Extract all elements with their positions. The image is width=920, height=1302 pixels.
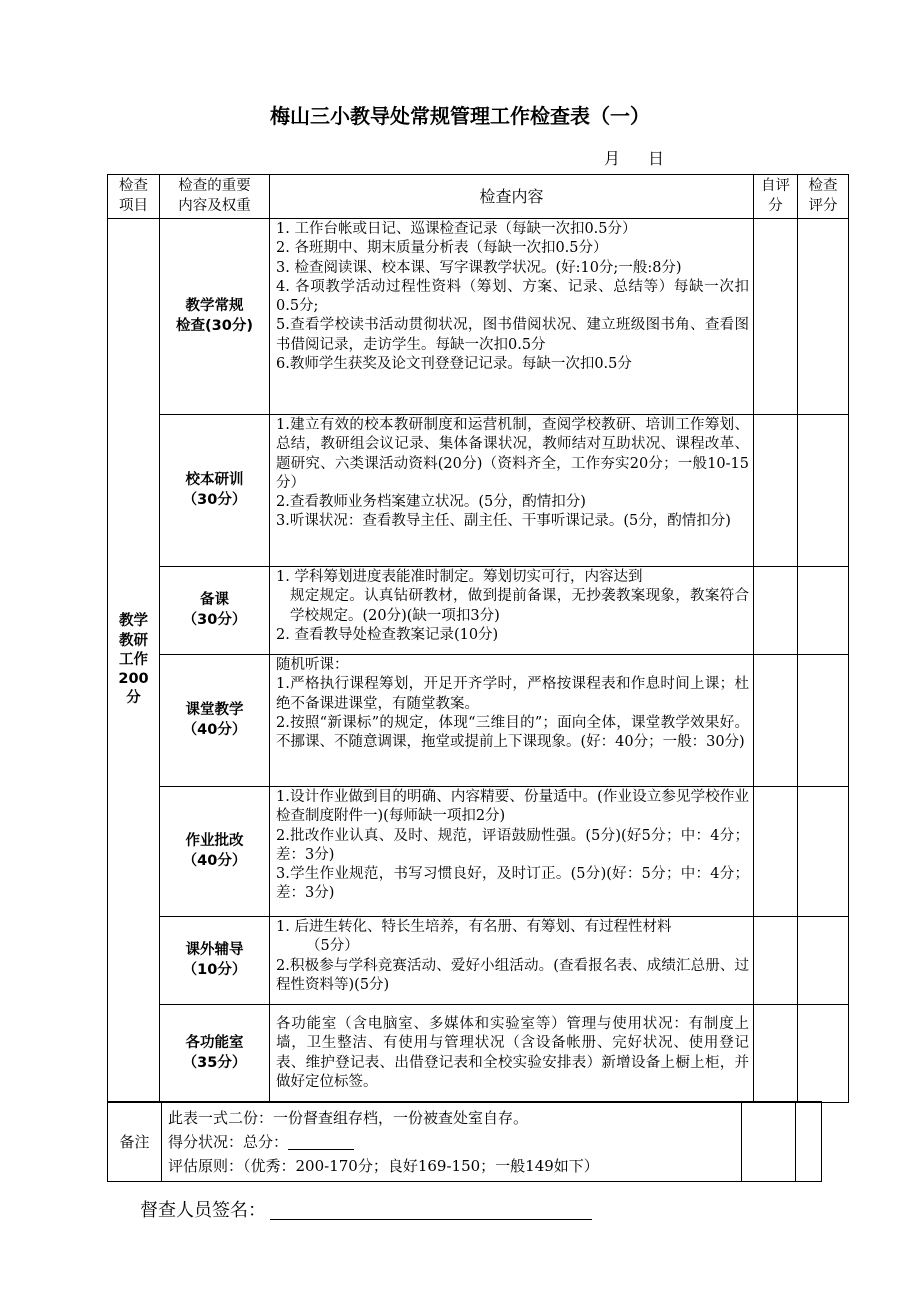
check-score-cell[interactable] [798, 1005, 849, 1103]
signature-blank[interactable] [270, 1201, 592, 1220]
page-title: 梅山三小教导处常规管理工作检查表（一） [270, 104, 650, 128]
check-score-cell[interactable] [798, 787, 849, 917]
table-row [108, 567, 849, 655]
self-score-cell[interactable] [754, 415, 798, 567]
table-header-row [108, 175, 849, 219]
table-row [108, 415, 849, 567]
signature-label: 督查人员签名： [140, 1200, 266, 1221]
header-check-score: 检查 评分 [798, 175, 849, 219]
inspection-table [107, 174, 849, 1103]
header-content: 检查内容 [270, 175, 754, 219]
header-item: 检查 项目 [108, 175, 160, 219]
area-label: 教学 教研 工作 200 分 [108, 219, 160, 1103]
category-cell: 作业批改 （40分） [160, 787, 270, 917]
content-cell: 随机听课： 1.严格执行课程筹划，开足开齐学时，严格按课程表和作息时间上课；杜绝不备课进课堂，有随堂教案。 2.按照“新课标”的规定，体现“三维目的”；面向全体，课堂教学效果好。不挪课、不随意调课，拖堂或提前上下课现象。(好：40分；一般：30分) [270, 655, 754, 787]
self-score-cell[interactable] [754, 567, 798, 655]
date-month: 月 [604, 149, 621, 168]
table-row [108, 917, 849, 1005]
check-score-cell[interactable] [798, 415, 849, 567]
date-day: 日 [648, 149, 665, 168]
category-cell: 各功能室 （35分） [160, 1005, 270, 1103]
note-self-score-cell[interactable] [742, 1102, 796, 1182]
date-line [604, 146, 692, 169]
category-cell: 课外辅导 （10分） [160, 917, 270, 1005]
note-label: 备注 [108, 1102, 162, 1182]
note-row [108, 1102, 822, 1182]
check-score-cell[interactable] [798, 567, 849, 655]
self-score-cell[interactable] [754, 219, 798, 415]
content-cell: 1. 后进生转化、特长生培养，有名册、有筹划、有过程性材料 （5分） 2.积极参与学科竞赛活动、爱好小组活动。(查看报名表、成绩汇总册、过程性资料等)(5分) [270, 917, 754, 1005]
content-cell: 1. 学科筹划进度表能准时制定。筹划切实可行，内容达到 规定规定。认真钻研教材，做到提前备课，无抄袭教案现象，教案符合学校规定。(20分)(缺一项扣3分) 2. 查看教导处检查教案记录(10分) [270, 567, 754, 655]
table-row [108, 1005, 849, 1103]
header-key-content: 检查的重要 内容及权重 [160, 175, 270, 219]
note-text: 此表一式二份：一份督查组存档，一份被查处室自存。 得分状况：总分： 评估原则：（优秀：200-170分；良好169-150；一般149如下） [162, 1102, 742, 1182]
category-cell: 课堂教学 （40分） [160, 655, 270, 787]
header-self-score: 自评 分 [754, 175, 798, 219]
self-score-cell[interactable] [754, 655, 798, 787]
category-cell: 备课 （30分） [160, 567, 270, 655]
category-cell: 教学常规 检查(30分) [160, 219, 270, 415]
self-score-cell[interactable] [754, 787, 798, 917]
content-cell: 1. 工作台帐或日记、巡课检查记录（每缺一次扣0.5分） 2. 各班期中、期末质量分析表（每缺一次扣0.5分） 3. 检查阅读课、校本课、写字课教学状况。(好:10分;一般:8分) 4. 各项教学活动过程性资料（筹划、方案、记录、总结等）每缺一次扣0.5分; 5.查看学校读书活动贯彻状况，图书借阅状况、建立班级图书角、查看图书借阅记录，走访学生。每缺一次扣0.5分 6.教师学生获奖及论文刊登登记记录。每缺一次扣0.5分 [270, 219, 754, 415]
content-cell: 1.建立有效的校本教研制度和运营机制，查阅学校教研、培训工作筹划、总结，教研组会议记录、集体备课状况，教师结对互助状况、课程改革、题研究、六类课活动资料(20分)（资料齐全，工作夯实20分；一般10-15分） 2.查看教师业务档案建立状况。(5分，酌情扣分) 3.听课状况：查看教导主任、副主任、干事听课记录。(5分，酌情扣分) [270, 415, 754, 567]
total-score-blank[interactable] [288, 1135, 354, 1150]
check-score-cell[interactable] [798, 917, 849, 1005]
content-cell: 1.设计作业做到目的明确、内容精要、份量适中。(作业设立参见学校作业检查制度附件一)(每师缺一项扣2分) 2.批改作业认真、及时、规范，评语鼓励性强。(5分)(好5分；中：4分；差：3分) 3.学生作业规范，书写习惯良好，及时订正。(5分)(好：5分；中：4分；差：3分) [270, 787, 754, 917]
table-row [108, 787, 849, 917]
self-score-cell[interactable] [754, 917, 798, 1005]
check-score-cell[interactable] [798, 655, 849, 787]
self-score-cell[interactable] [754, 1005, 798, 1103]
note-check-score-cell[interactable] [796, 1102, 822, 1182]
table-row [108, 655, 849, 787]
category-cell: 校本研训 （30分） [160, 415, 270, 567]
content-cell: 各功能室（含电脑室、多媒体和实验室等）管理与使用状况：有制度上墙，卫生整洁、有使用与管理状况（含设备帐册、完好状况、使用登记表、维护登记表、出借登记表和全校实验安排表）新增设备上橱上柜，并做好定位标签。 [270, 1005, 754, 1103]
check-score-cell[interactable] [798, 219, 849, 415]
note-table [107, 1101, 822, 1182]
table-row [108, 219, 849, 415]
signature-line [140, 1196, 592, 1222]
